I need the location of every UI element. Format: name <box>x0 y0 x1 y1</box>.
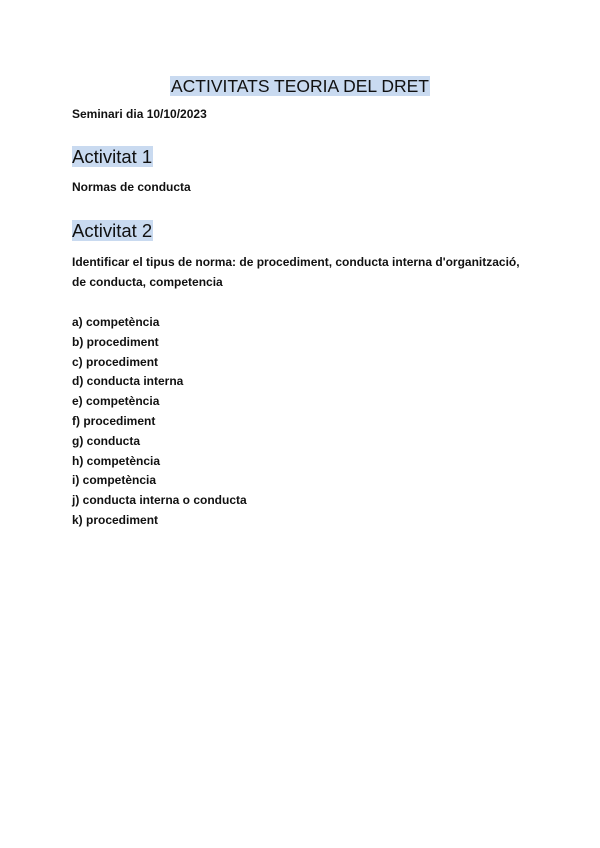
activitat-1-answer: Normas de conducta <box>72 180 191 194</box>
answer-item-e: e) competència <box>72 394 160 409</box>
answer-item-j: j) conducta interna o conducta <box>72 493 247 508</box>
activitat-1-heading-text: Activitat 1 <box>72 146 153 167</box>
answer-item-b: b) procediment <box>72 334 159 349</box>
activitat-2-answer-list <box>72 313 247 531</box>
document-title <box>0 74 600 98</box>
activitat-2-heading <box>72 219 153 243</box>
answer-item-c: c) procediment <box>72 354 159 369</box>
activitat-2-heading-text: Activitat 2 <box>72 220 153 241</box>
activitat-2-instructions-line-2: de conducta, competencia <box>72 275 223 289</box>
activitat-2-instructions-line-1: Identificar el tipus de norma: de procediment, conducta interna d'organització, <box>72 255 520 269</box>
answer-item-d: d) conducta interna <box>72 374 184 389</box>
answer-item-g: g) conducta <box>72 433 140 448</box>
answer-item-f: f) procediment <box>72 413 156 428</box>
answer-item-a: a) competència <box>72 315 160 329</box>
document-title-text: ACTIVITATS TEORIA DEL DRET <box>170 76 429 96</box>
answer-item-h: h) competència <box>72 453 161 468</box>
activitat-1-heading <box>72 145 153 169</box>
seminar-date: Seminari dia 10/10/2023 <box>72 107 207 121</box>
answer-item-i: i) competència <box>72 473 157 488</box>
answer-item-k: k) procediment <box>72 512 159 527</box>
